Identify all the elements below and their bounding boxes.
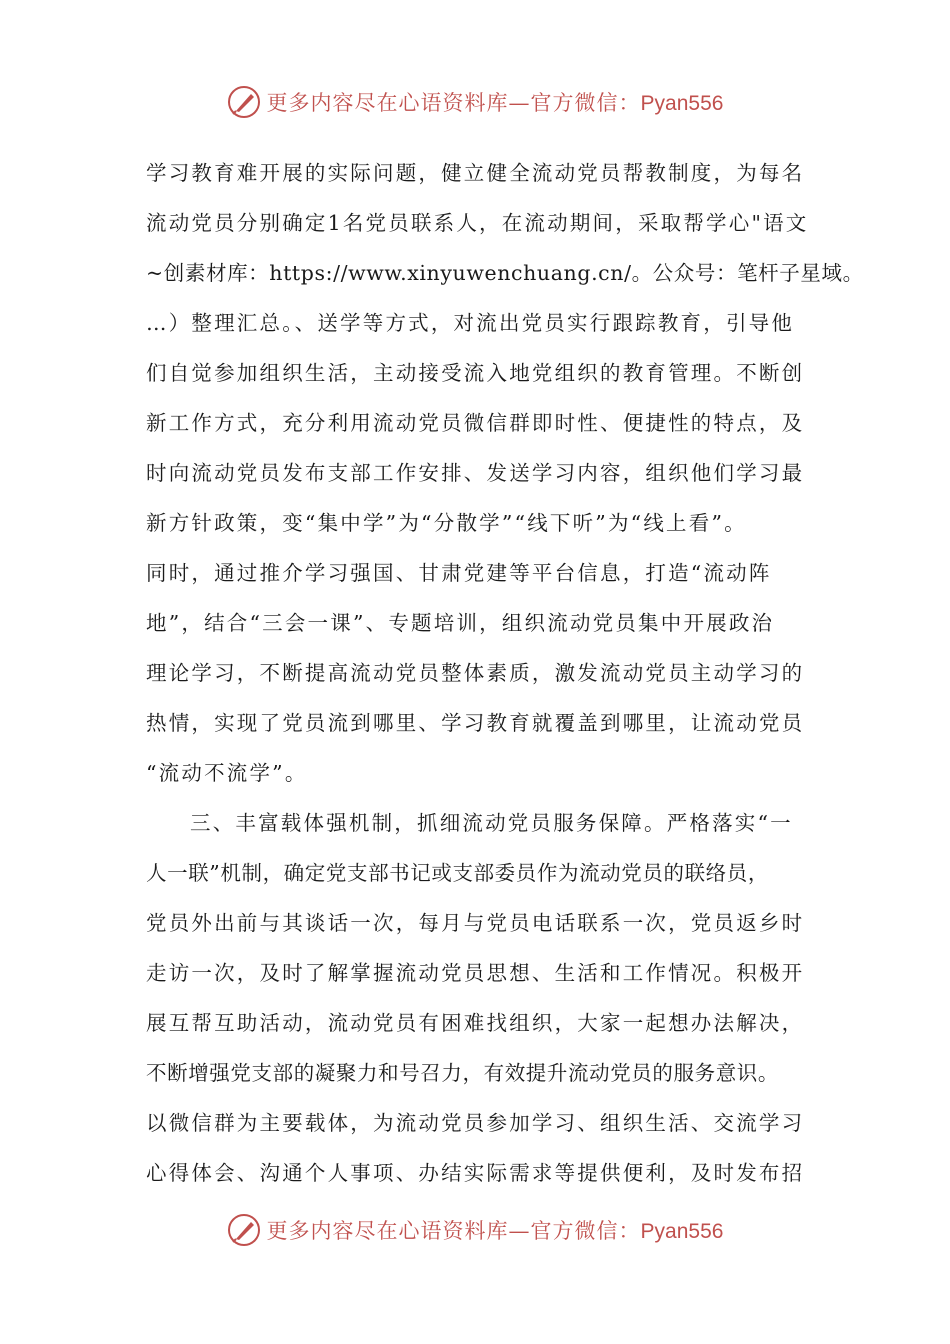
body-line: 展互帮互助活动，流动党员有困难找组织，大家一起想办法解决， <box>146 1011 805 1035</box>
quill-pen-icon <box>227 1213 261 1247</box>
footer-banner-text: 更多内容尽在心语资料库—官方微信：Pyan556 <box>266 1219 724 1243</box>
quill-pen-icon <box>227 85 261 119</box>
body-line: “流动不流学”。 <box>146 761 308 785</box>
body-line: …）整理汇总。、送学等方式，对流出党员实行跟踪教育，引导他 <box>146 311 795 335</box>
body-line: 同时，通过推介学习强国、甘肃党建等平台信息，打造“流动阵 <box>146 561 772 585</box>
body-line: 新方针政策，变“集中学”为“分散学”“线下听”为“线上看”。 <box>146 511 747 535</box>
footer-banner <box>0 1208 950 1252</box>
document-body <box>146 148 864 1198</box>
section-heading-line: 三、丰富载体强机制，抓细流动党员服务保障。严格落实“一 <box>190 811 793 835</box>
body-line: 地”，结合“三会一课”、专题培训，组织流动党员集中开展政治 <box>146 611 775 635</box>
body-line: 流动党员分别确定1名党员联系人，在流动期间，采取帮学心"语文 <box>146 211 809 235</box>
body-line: 人一联”机制，确定党支部书记或支部委员作为流动党员的联络员， <box>146 861 769 885</box>
body-line: ~创素材库：https://www.xinyuwenchuang.cn/。公众号：笔杆子星域。 <box>146 261 864 285</box>
header-banner-text: 更多内容尽在心语资料库—官方微信：Pyan556 <box>266 91 724 115</box>
body-line: 热情，实现了党员流到哪里、学习教育就覆盖到哪里，让流动党员 <box>146 711 805 735</box>
body-line: 理论学习，不断提高流动党员整体素质，激发流动党员主动学习的 <box>146 661 805 685</box>
body-line: 学习教育难开展的实际问题，健立健全流动党员帮教制度，为每名 <box>146 161 805 185</box>
body-line: 党员外出前与其谈话一次，每月与党员电话联系一次，党员返乡时 <box>146 911 805 935</box>
body-line: 走访一次，及时了解掌握流动党员思想、生活和工作情况。积极开 <box>146 961 805 985</box>
header-wechat-id: Pyan556 <box>640 92 724 115</box>
body-line: 不断增强党支部的凝聚力和号召力，有效提升流动党员的服务意识。 <box>146 1061 779 1085</box>
body-line: 心得体会、沟通个人事项、办结实际需求等提供便利，及时发布招 <box>146 1161 805 1185</box>
header-banner <box>0 80 950 124</box>
body-line: 新工作方式，充分利用流动党员微信群即时性、便捷性的特点，及 <box>146 411 805 435</box>
footer-wechat-id: Pyan556 <box>640 1220 724 1243</box>
body-line: 时向流动党员发布支部工作安排、发送学习内容，组织他们学习最 <box>146 461 805 485</box>
body-line: 以微信群为主要载体，为流动党员参加学习、组织生活、交流学习 <box>146 1111 805 1135</box>
body-line: 们自觉参加组织生活，主动接受流入地党组织的教育管理。不断创 <box>146 361 805 385</box>
